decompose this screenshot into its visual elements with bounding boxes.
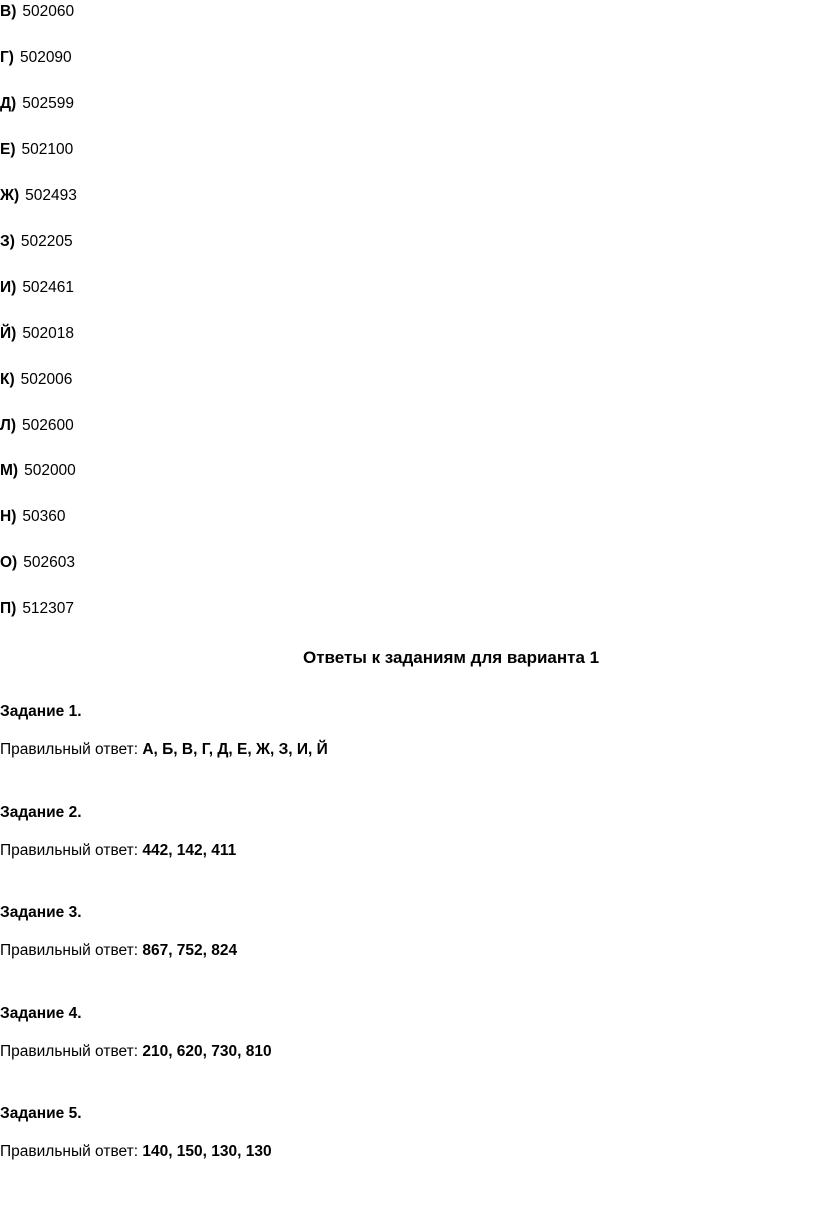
option-value: 50360 bbox=[22, 508, 66, 525]
task-answer bbox=[0, 842, 236, 860]
answers-heading: Ответы к заданиям для варианта 1 bbox=[303, 648, 600, 667]
option-value: 502018 bbox=[22, 325, 75, 342]
option-value: 502000 bbox=[24, 462, 76, 479]
option-value: 502493 bbox=[25, 187, 77, 204]
option-item bbox=[0, 371, 72, 389]
answer-prefix: Правильный ответ: bbox=[0, 1143, 139, 1160]
option-label: Ж) bbox=[0, 187, 20, 204]
option-value: 502599 bbox=[22, 95, 74, 112]
option-label: З) bbox=[0, 233, 15, 250]
option-label: Н) bbox=[0, 508, 17, 525]
answer-prefix: Правильный ответ: bbox=[0, 1043, 139, 1060]
task-answer bbox=[0, 741, 328, 759]
option-label: В) bbox=[0, 3, 17, 20]
option-label: Й) bbox=[0, 325, 17, 342]
option-value: 502600 bbox=[22, 417, 74, 434]
task-title: Задание 1. bbox=[0, 703, 82, 720]
answer-prefix: Правильный ответ: bbox=[0, 741, 139, 758]
option-value: 502205 bbox=[20, 233, 73, 250]
answer-values: 867, 752, 824 bbox=[142, 942, 238, 959]
task-answer bbox=[0, 1043, 272, 1061]
option-label: Л) bbox=[0, 417, 17, 434]
answer-prefix: Правильный ответ: bbox=[0, 842, 139, 859]
task-title: Задание 5. bbox=[0, 1105, 82, 1122]
task-answer bbox=[0, 1143, 272, 1161]
option-item bbox=[0, 233, 73, 251]
task-answer bbox=[0, 942, 237, 960]
option-item bbox=[0, 49, 72, 67]
option-label: Е) bbox=[0, 141, 16, 158]
option-label: Д) bbox=[0, 95, 17, 112]
option-label: П) bbox=[0, 600, 17, 617]
option-value: 502006 bbox=[20, 371, 73, 388]
option-label: И) bbox=[0, 279, 17, 296]
option-item bbox=[0, 508, 65, 526]
task-title: Задание 4. bbox=[0, 1005, 82, 1022]
option-label: О) bbox=[0, 554, 18, 571]
option-item bbox=[0, 462, 76, 480]
option-item bbox=[0, 325, 74, 343]
answer-values: 442, 142, 411 bbox=[142, 842, 237, 859]
option-item bbox=[0, 554, 75, 572]
option-item bbox=[0, 417, 74, 435]
option-item bbox=[0, 141, 73, 159]
option-label: М) bbox=[0, 462, 19, 479]
option-value: 502090 bbox=[19, 49, 72, 66]
answer-values: 210, 620, 730, 810 bbox=[142, 1043, 272, 1060]
answer-values: 140, 150, 130, 130 bbox=[142, 1143, 272, 1160]
option-item bbox=[0, 600, 74, 618]
option-item bbox=[0, 3, 74, 21]
option-item bbox=[0, 279, 74, 297]
option-value: 502603 bbox=[23, 554, 75, 571]
option-label: Г) bbox=[0, 49, 14, 66]
task-title: Задание 3. bbox=[0, 904, 82, 921]
option-value: 502060 bbox=[22, 3, 75, 20]
option-value: 502461 bbox=[22, 279, 75, 296]
task-title: Задание 2. bbox=[0, 804, 82, 821]
option-item bbox=[0, 187, 77, 205]
option-label: К) bbox=[0, 371, 15, 388]
option-value: 512307 bbox=[22, 600, 75, 617]
option-item bbox=[0, 95, 74, 113]
answer-values: А, Б, В, Г, Д, Е, Ж, З, И, Й bbox=[142, 741, 328, 758]
option-value: 502100 bbox=[21, 141, 74, 158]
answer-prefix: Правильный ответ: bbox=[0, 942, 139, 959]
